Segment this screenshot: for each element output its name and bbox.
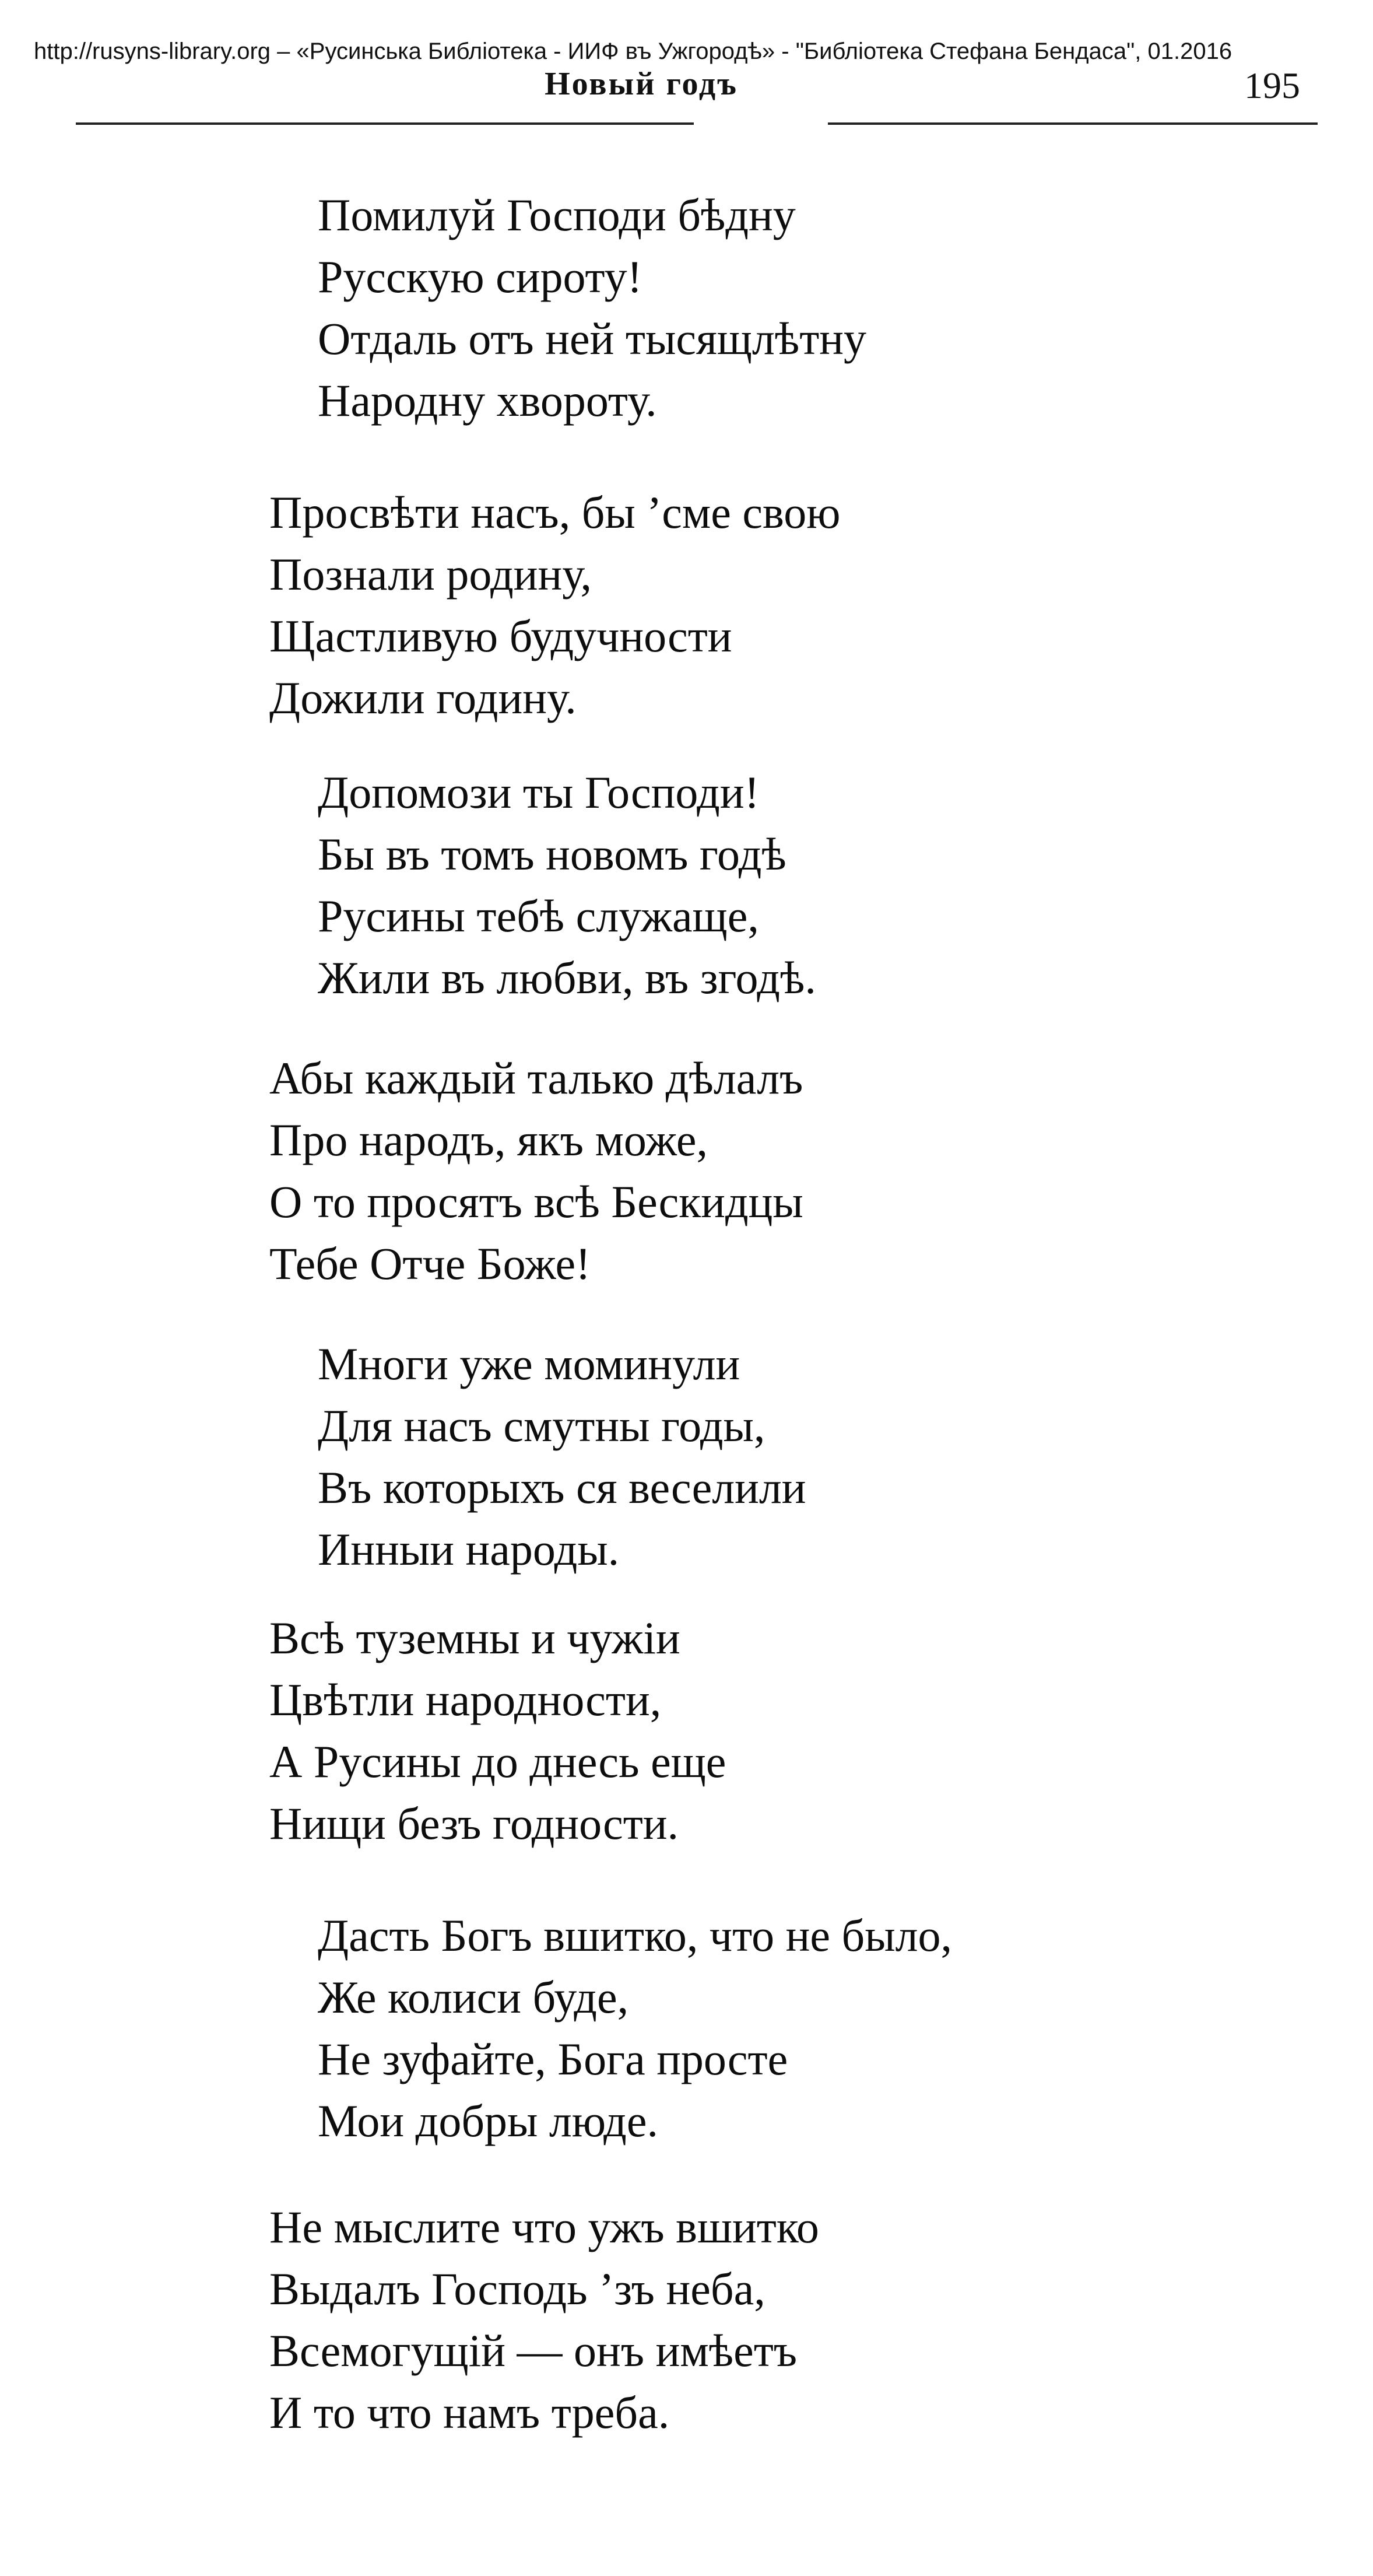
poem-line: Многи уже моминули [318,1338,740,1389]
poem-line: Всемогущій — онъ имѣетъ [269,2325,798,2376]
poem-line: Народну хвороту. [318,375,657,426]
poem-line: Познали родину, [269,549,592,600]
poem-line: Бы въ томъ новомъ годѣ [318,829,786,879]
stanza-1 [318,184,866,432]
poem-line: Же колиси буде, [318,1972,629,2023]
header-rule-left [76,122,694,125]
source-attribution: http://rusyns-library.org – «Русинська Библіотека - ИИФ въ Ужгородѣ» - "Библіотека Стефана Бендаса", 01.2016 [34,38,1232,64]
stanza-2 [269,482,841,729]
poem-line: Русины тебѣ служаще, [318,891,759,941]
poem-line: Не зуфайте, Бога просте [318,2034,788,2084]
poem-line: Щастливую будучности [269,611,732,661]
stanza-4 [269,1047,803,1295]
poem-line: Допомози ты Господи! [318,767,760,818]
poem-line: Помилуй Господи бѣдну [318,190,796,240]
stanza-8 [269,2196,819,2444]
header-rule-right [828,122,1318,125]
poem-line: Всѣ туземны и чужіи [269,1613,680,1663]
poem-line: И то что намъ треба. [269,2387,670,2438]
poem-line: Просвѣти насъ, бы ’сме свою [269,487,841,538]
stanza-5 [318,1333,806,1580]
page-number: 195 [1244,65,1300,106]
stanza-7 [318,1905,952,2152]
poem-line: Русскую сироту! [318,251,642,302]
poem-line: Не мыслите что ужъ вшитко [269,2202,819,2252]
poem-line: Про народъ, якъ може, [269,1114,708,1165]
poem-line: Абы каждый талько дѣлалъ [269,1053,803,1103]
poem-line: Нищи безъ годности. [269,1798,679,1849]
poem-line: О то просятъ всѣ Бескидцы [269,1176,803,1227]
stanza-6 [269,1607,726,1855]
poem-line: Выдалъ Господь ’зъ неба, [269,2263,765,2314]
running-title: Новый годъ [545,66,738,102]
poem-line: Тебе Отче Боже! [269,1238,591,1289]
poem-line: Инныи народы. [318,1524,620,1575]
poem-line: Въ которыхъ ся веселили [318,1462,806,1513]
poem-line: Отдаль отъ ней тысящлѣтну [318,313,867,364]
running-header [0,62,1373,108]
poem-line: Цвѣтли народности, [269,1674,662,1725]
poem-line: Жили въ любви, въ згодѣ. [318,952,816,1003]
poem-line: Дожили годину. [269,672,577,723]
poem-line: Дасть Богъ вшитко, что не было, [318,1910,953,1961]
poem-line: А Русины до днесь еще [269,1736,726,1787]
poem-line: Мои добры люде. [318,2095,658,2146]
poem-line: Для насъ смутны годы, [318,1400,765,1451]
stanza-3 [318,762,816,1009]
